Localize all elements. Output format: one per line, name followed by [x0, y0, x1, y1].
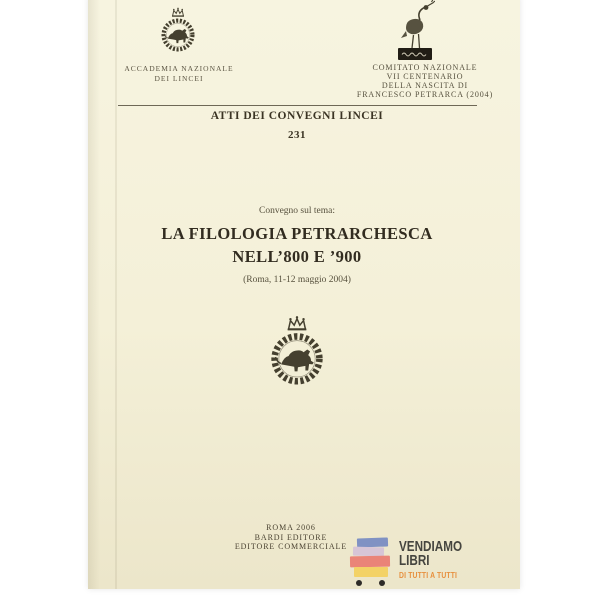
- lincei-emblem-large-icon: [269, 314, 325, 385]
- academy-line: DEI LINCEI: [154, 73, 204, 83]
- cover-crease: [115, 0, 117, 589]
- conference-kicker: Convegno sul tema:: [259, 206, 335, 216]
- brand-line2: LIBRI: [399, 551, 430, 569]
- imprint-line: ROMA 2006: [266, 523, 316, 532]
- committee-name: [335, 63, 515, 99]
- series-title: ATTI DEI CONVEGNI LINCEI: [210, 110, 384, 122]
- imprint-line: EDITORE COMMERCIALE: [234, 542, 348, 551]
- committee-line: COMITATO NAZIONALE: [372, 63, 478, 72]
- brand-line1: VENDIAMO: [399, 538, 463, 555]
- book-title: [88, 223, 506, 268]
- cover-edge-shading: [88, 0, 100, 589]
- header-divider-line: [118, 105, 477, 106]
- brand-name: [399, 536, 480, 580]
- committee-line: FRANCESCO PETRARCA (2004): [356, 90, 494, 99]
- academy-name: [99, 64, 259, 83]
- book-title-line2: NELL’800 E ’900: [232, 246, 362, 266]
- committee-line: VII CENTENARIO: [386, 72, 464, 81]
- series-number: 231: [288, 129, 306, 141]
- vendiamolibri-watermark: [347, 536, 480, 590]
- lincei-emblem-icon: [160, 6, 196, 52]
- stork-emblem-icon: [395, 0, 435, 62]
- academy-line: ACCADEMIA NAZIONALE: [124, 64, 234, 73]
- committee-line: DELLA NASCITA DI: [381, 81, 469, 90]
- brand-tagline: DI TUTTI A TUTTI: [399, 571, 458, 580]
- book-title-line1: LA FILOLOGIA PETRARCHESCA: [161, 224, 433, 243]
- imprint-line: BARDI EDITORE: [254, 532, 328, 542]
- conference-venue: (Roma, 11-12 maggio 2004): [243, 275, 351, 285]
- book-cart-icon: [347, 536, 393, 590]
- book-cover: [88, 0, 520, 589]
